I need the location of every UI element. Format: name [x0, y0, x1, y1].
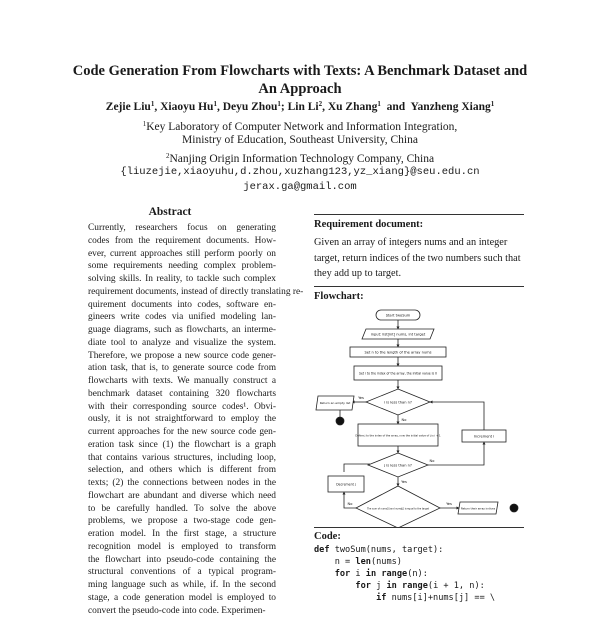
author-separator: and: [381, 101, 411, 113]
code-keyword: def: [314, 545, 330, 555]
abstract-line: eration model. In the first stage, a structure: [88, 528, 276, 541]
edge-dec-c2: [344, 464, 370, 472]
flowchart-diagram: [314, 300, 530, 528]
code-text: [314, 569, 335, 579]
abstract-line: solving skills. In reality, to tackle such complex: [88, 273, 276, 286]
abstract-line: some requirements needing complex problem-: [88, 260, 276, 273]
code-line: [314, 556, 495, 568]
figure-top-rule: [314, 214, 524, 215]
author-list: [20, 100, 580, 113]
flowchart-heading: Flowchart:: [314, 291, 364, 302]
code-text: twoSum(nums, target):: [330, 545, 444, 555]
code-keyword: len: [355, 557, 371, 567]
edge-label-yes-1: Yes: [358, 396, 364, 400]
author-name: Zejie Liu: [106, 101, 151, 113]
define-j-label: Define j to the index of the array, now the initial value of j is i + 1: [355, 434, 441, 438]
code-heading: Code:: [314, 531, 341, 542]
author-affiliation-mark: 2: [319, 100, 323, 108]
abstract-line: the flowchart into pseudo-code containing the: [88, 554, 276, 567]
code-text: (i + 1, n):: [428, 581, 485, 591]
author-affiliation-mark: 1: [151, 100, 155, 108]
code-keyword: if: [376, 593, 386, 603]
abstract-line: to be carefully handled. To solve the above: [88, 503, 276, 516]
end-node-2: [510, 504, 518, 512]
title-line-2: An Approach: [40, 80, 560, 98]
author-affiliation-mark: 1: [277, 100, 281, 108]
code-line: [314, 568, 495, 580]
code-text: j: [371, 581, 387, 591]
abstract-line: flowcharts with texts. We manually construct a: [88, 375, 276, 388]
abstract-line: ever, current approaches still perform poorly on: [88, 248, 276, 261]
abstract-line: codes from the requirement documents. How-: [88, 235, 276, 248]
abstract-line: recognition model is employed to transform: [88, 541, 276, 554]
abstract-line: current approaches for the new source code gen-: [88, 426, 276, 439]
affiliation-2-mark: 2: [166, 152, 170, 160]
abstract-body: [88, 222, 276, 617]
abstract-line: Therefore, we propose a new source code gener-: [88, 350, 276, 363]
author-name: Yanzheng Xiang: [411, 101, 491, 113]
increment-i-label: Increment i: [474, 435, 494, 439]
edge-label-yes-2: Yes: [401, 480, 407, 484]
edge-label-yes-3: Yes: [446, 502, 452, 506]
abstract-line: benchmark dataset containing 320 flowcharts: [88, 388, 276, 401]
author-name: Xu Zhang: [328, 101, 378, 113]
code-text: n =: [314, 557, 355, 567]
abstract-line: Currently, researchers focus on generating: [88, 222, 276, 235]
abstract-line: ming language such as while, if. In the second: [88, 579, 276, 592]
abstract-line: texts; (2) the connections between nodes in the: [88, 477, 276, 490]
code-keyword: in: [366, 569, 376, 579]
requirement-text: Given an array of integers nums and an integer target, return indices of the two numbers such that they add up to target.: [314, 235, 528, 282]
cond-i-label: i is less than n?: [384, 401, 412, 405]
title-line-1: Code Generation From Flowcharts with Texts: A Benchmark Dataset and: [40, 62, 560, 80]
author-separator: ,: [217, 101, 223, 113]
code-line: [314, 544, 495, 556]
abstract-line: requirement documents, instead of directly translating re-: [88, 286, 276, 299]
author-name: Deyu Zhou: [223, 101, 278, 113]
code-text: [314, 581, 355, 591]
end-node-1: [336, 417, 344, 425]
abstract-line: convert the pseudo-code into code. Experimen-: [88, 605, 276, 617]
code-line: [314, 580, 495, 592]
input-label: input: list[int] nums, int target: [371, 333, 426, 337]
start-label: Start twoSum: [386, 314, 411, 318]
code-block: [314, 544, 495, 604]
code-text: (n):: [407, 569, 428, 579]
abstract-line: diate tool to analyze and visualize the system.: [88, 337, 276, 350]
cond-sum-label: The sum of nums[i] and nums[j] is equal to the target: [367, 508, 429, 511]
author-name: Xiaoyu Hu: [160, 101, 213, 113]
code-rule: [314, 527, 524, 528]
abstract-line: problems, we propose a two-stage code gen-: [88, 515, 276, 528]
set-i-label: Set i to the index of the array, the initial value is 0: [359, 372, 437, 376]
abstract-line: that contains various structures, including loop,: [88, 452, 276, 465]
code-keyword: for: [355, 581, 371, 591]
affiliation-1-line-1: Key Laboratory of Computer Network and Information Integration,: [146, 121, 457, 133]
abstract-line: selection, and others which is different from: [88, 464, 276, 477]
edge-label-no-2: No: [430, 459, 435, 463]
code-keyword: range: [402, 581, 428, 591]
abstract-line: structural conventions of a typical program-: [88, 566, 276, 579]
return-empty-label: Return an empty list: [320, 401, 351, 405]
author-affiliation-mark: 1: [213, 100, 217, 108]
author-name: Lin Li: [288, 101, 319, 113]
author-separator: ,: [154, 101, 160, 113]
set-n-label: Set n to the length of the array nums: [365, 351, 432, 355]
abstract-line: with their corresponding source codes¹. Obvi-: [88, 401, 276, 414]
author-affiliation-mark: 1: [377, 100, 381, 108]
author-separator: ;: [281, 101, 288, 113]
abstract-line: quirement documents into codes, software en-: [88, 299, 276, 312]
flowchart-rule: [314, 286, 524, 287]
affiliation-1-line-2: Ministry of Education, Southeast University, China: [20, 132, 580, 148]
code-text: (nums): [371, 557, 402, 567]
email-line-1: {liuzejie,xiaoyuhu,d.zhou,xuzhang123,yz_xiang}@seu.edu.cn: [20, 164, 580, 180]
paper-title: [40, 62, 560, 98]
return-indices-label: Return their array indices: [461, 507, 496, 511]
affiliation-2-line-1: Nanjing Origin Information Technology Company, China: [169, 153, 434, 165]
abstract-line: ously, it is not straightforward to employ the: [88, 413, 276, 426]
email-line-2: jerax.ga@gmail.com: [20, 179, 580, 195]
abstract-line: eration task since (1) the flowchart is a graph: [88, 439, 276, 452]
code-line: [314, 592, 495, 604]
abstract-line: gineers write codes via unified modeling lan-: [88, 311, 276, 324]
edge-label-no-1: No: [402, 418, 407, 422]
code-text: [314, 593, 376, 603]
decrement-j-label: Decrement j: [336, 483, 356, 487]
code-keyword: in: [386, 581, 396, 591]
code-keyword: for: [335, 569, 351, 579]
abstract-line: flowchart are abundant and diverse which need: [88, 490, 276, 503]
abstract-line: guage diagrams, such as flowcharts, an interme-: [88, 324, 276, 337]
cond-j-label: j is less than n?: [383, 464, 412, 468]
abstract-heading: Abstract: [110, 206, 230, 218]
author-separator: ,: [322, 101, 328, 113]
abstract-line: ation task, that is, to generate source code from: [88, 362, 276, 375]
author-affiliation-mark: 1: [491, 100, 495, 108]
code-keyword: range: [381, 569, 407, 579]
abstract-line: stage, a code generation model is employed to: [88, 592, 276, 605]
edge-label-no-3: No: [348, 502, 353, 506]
code-text: i: [350, 569, 366, 579]
affiliation-1-mark: 1: [143, 120, 147, 128]
requirement-heading: Requirement document:: [314, 219, 423, 230]
code-text: nums[i]+nums[j] == \: [386, 593, 495, 603]
